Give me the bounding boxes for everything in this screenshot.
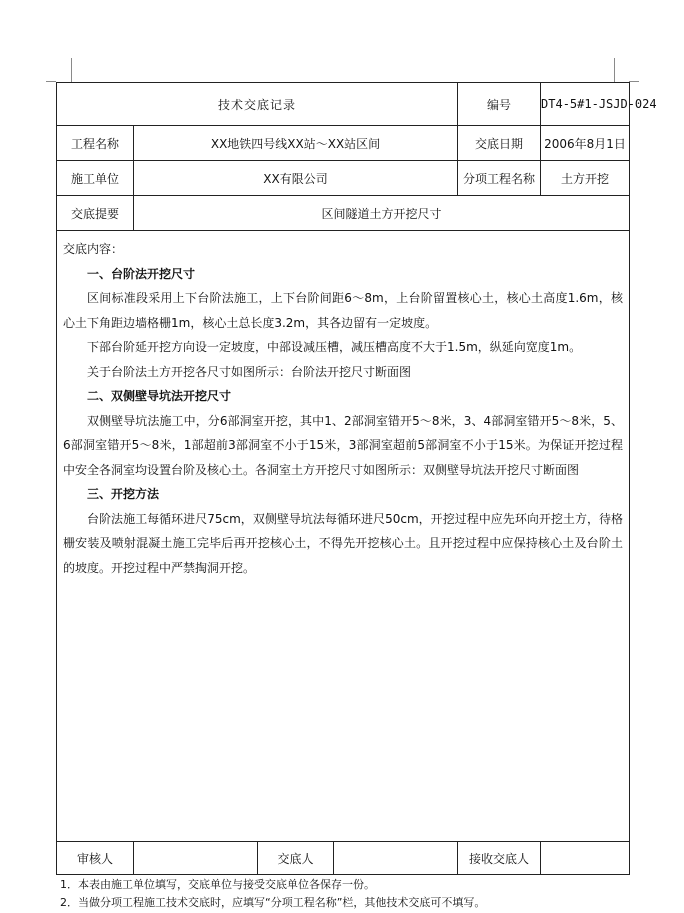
presenter-field[interactable] <box>334 842 458 875</box>
disclosure-date-value: 2006年8月1日 <box>541 126 630 161</box>
content-paragraph: 关于台阶法土方开挖各尺寸如图所示：台阶法开挖尺寸断面图 <box>87 364 412 379</box>
disclosure-record-table <box>56 82 657 875</box>
section-heading: 二、双侧壁导坑法开挖尺寸 <box>87 389 232 403</box>
form-title: 技术交底记录 <box>57 83 458 126</box>
presenter-label: 交底人 <box>258 842 334 875</box>
content-paragraph: 双侧壁导坑法施工中，分6部洞室开挖，其中1、2部洞室错开5～8米，3、4部洞室错开5～8米，5、6部洞室错开5～8米，1部超前3部洞室不小于15米，3部洞室超前5部洞室不小于15米。为保证开挖过程中安全各洞室均设置台阶及核心土。各洞室土方开挖尺寸如图所示：双侧壁导坑法开挖尺寸断面图 <box>63 413 624 477</box>
receiver-field[interactable] <box>541 842 630 875</box>
subproject-name-label: 分项工程名称 <box>458 161 541 196</box>
form-notes <box>60 876 485 912</box>
crop-mark-top-left-v <box>71 58 72 82</box>
number-value: DT4-5#1-JSJD-024 <box>541 83 630 126</box>
content-paragraph: 台阶法施工每循环进尺75cm，双侧壁导坑法每循环进尺50cm，开挖过程中应先环向开挖土方，待格栅安装及喷射混凝土施工完毕后再开挖核心土，不得先开挖核心土。且开挖过程中应保持核心土及台阶土的坡度。开挖过程中严禁掏洞开挖。 <box>63 511 624 575</box>
content-paragraph: 下部台阶延开挖方向设一定坡度，中部设减压槽，减压槽高度不大于1.5m，纵延向宽度1m。 <box>87 340 582 354</box>
project-name-value: XX地铁四号线XX站～XX站区间 <box>134 126 458 161</box>
section-heading: 三、开挖方法 <box>87 487 160 501</box>
disclosure-date-label: 交底日期 <box>458 126 541 161</box>
receiver-label: 接收交底人 <box>458 842 541 875</box>
construction-unit-value: XX有限公司 <box>134 161 458 196</box>
reviewer-label: 审核人 <box>57 842 134 875</box>
crop-mark-top-right-v <box>614 58 615 82</box>
summary-label: 交底提要 <box>57 196 134 231</box>
number-label: 编号 <box>458 83 541 126</box>
summary-value: 区间隧道土方开挖尺寸 <box>134 196 630 231</box>
note-item: 2．当做分项工程施工技术交底时，应填写“分项工程名称”栏，其他技术交底可不填写。 <box>60 896 486 909</box>
section-heading: 一、台阶法开挖尺寸 <box>87 266 196 281</box>
content-paragraph: 区间标准段采用上下台阶法施工，上下台阶间距6～8m，上台阶留置核心土，核心土高度1.6m，核心土下角距边墙格栅1m，核心土总长度3.2m，其各边留有一定坡度。 <box>63 291 624 330</box>
crop-mark-top-left-h <box>46 81 56 82</box>
construction-unit-label: 施工单位 <box>57 161 134 196</box>
subproject-name-value: 土方开挖 <box>541 161 630 196</box>
project-name-label: 工程名称 <box>57 126 134 161</box>
crop-mark-top-right-h <box>629 81 639 82</box>
note-item: 1．本表由施工单位填写，交底单位与接受交底单位各保存一份。 <box>60 878 375 891</box>
reviewer-field[interactable] <box>134 842 258 875</box>
disclosure-content <box>57 231 630 842</box>
content-label: 交底内容： <box>63 242 124 256</box>
